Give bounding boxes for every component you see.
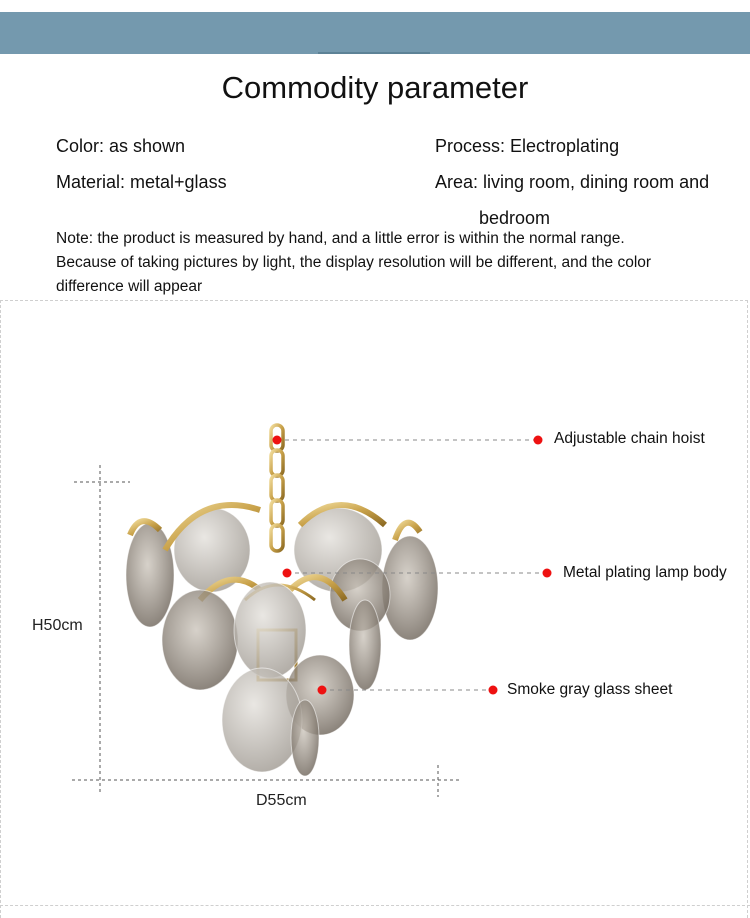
callout-dot-body-start: [283, 569, 292, 578]
callout-label-glass: Smoke gray glass sheet: [507, 681, 673, 698]
top-banner: [0, 12, 750, 54]
param-area-line1: Area: living room, dining room and: [435, 172, 710, 192]
callout-label-chain: Adjustable chain hoist: [554, 430, 705, 447]
note-line-2: Because of taking pictures by light, the display resolution will be different, and the color: [56, 254, 652, 271]
param-material: Material: metal+glass: [56, 172, 227, 192]
callout-dot-chain-start: [273, 436, 282, 445]
note-line-3: difference will appear: [56, 278, 203, 295]
width-dimension-label: D55cm: [256, 792, 307, 809]
param-area-line2: bedroom: [479, 208, 551, 228]
param-color: Color: as shown: [56, 136, 186, 156]
note-line-1: Note: the product is measured by hand, and a little error is within the normal range.: [56, 230, 625, 247]
page-title: Commodity parameter: [221, 70, 529, 105]
note-text: [56, 227, 736, 299]
callout-dot-body-end: [543, 569, 552, 578]
height-dimension-label: H50cm: [32, 617, 83, 634]
callout-dot-glass-end: [489, 686, 498, 695]
callout-dot-chain-end: [534, 436, 543, 445]
callout-label-body: Metal plating lamp body: [563, 564, 727, 581]
callout-dot-glass-start: [318, 686, 327, 695]
param-process: Process: Electroplating: [435, 136, 620, 156]
banner-notch: [318, 52, 430, 54]
panel-bottom-divider: [0, 905, 750, 906]
chain: [271, 408, 283, 551]
chandelier-illustration: [0, 300, 750, 900]
